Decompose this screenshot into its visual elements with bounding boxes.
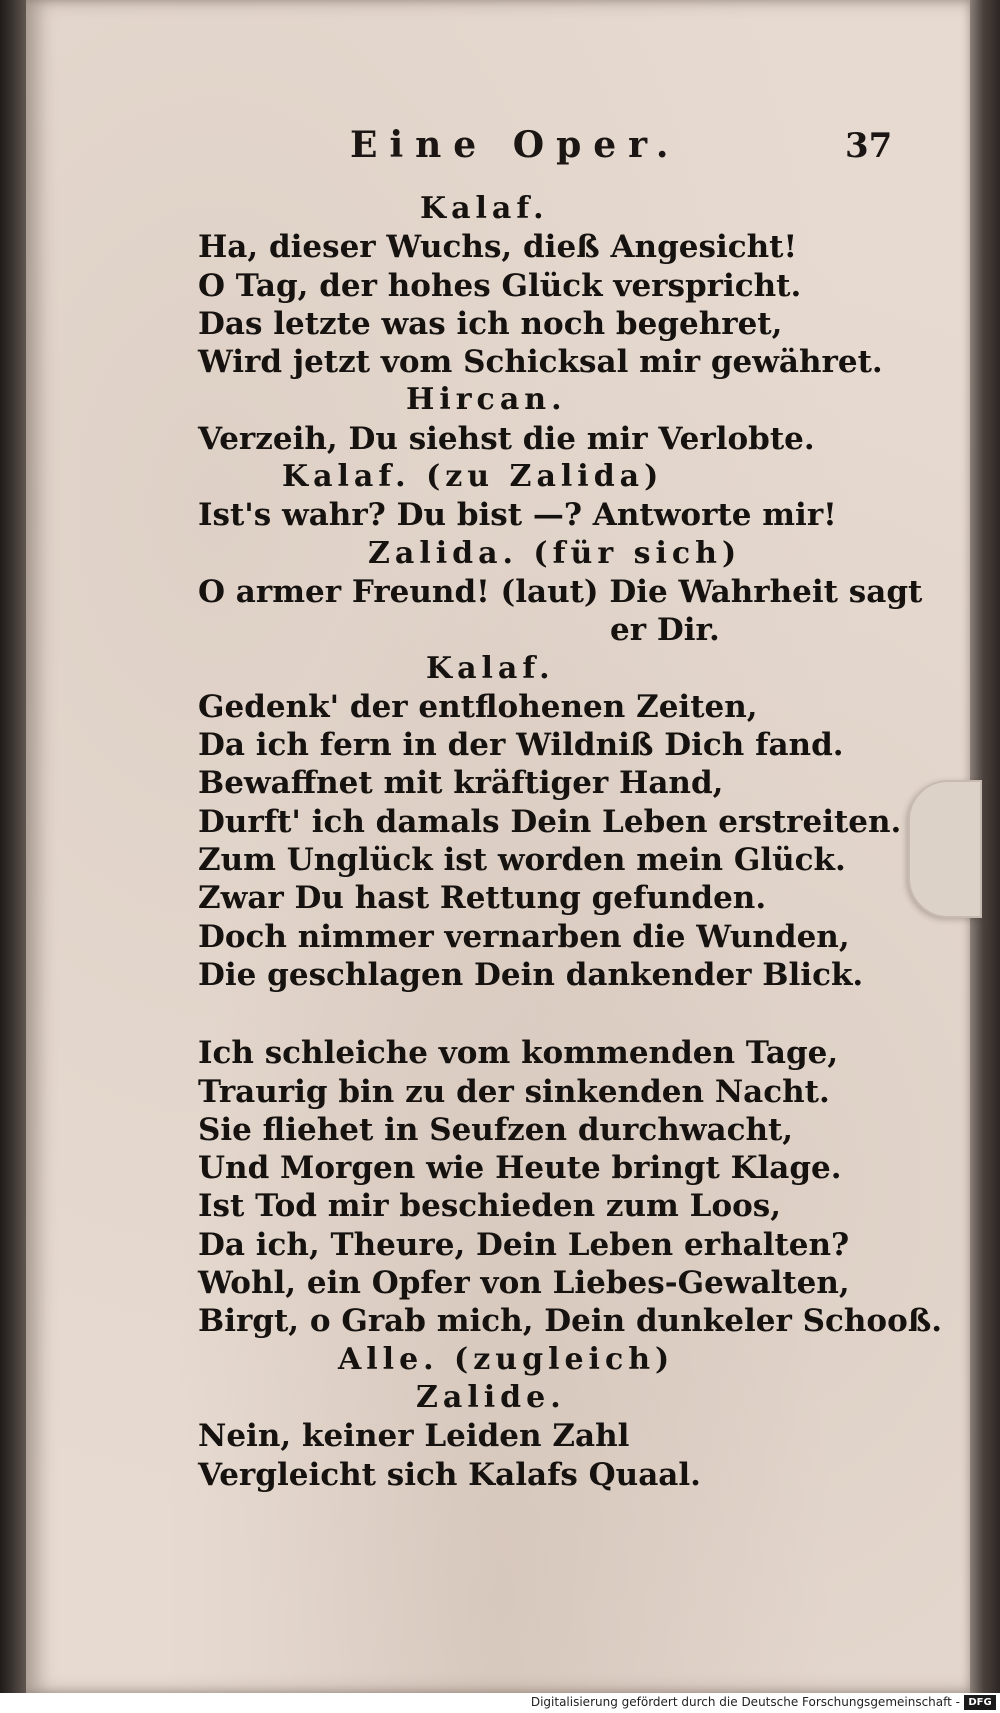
verse-line: Und Morgen wie Heute bringt Klage. — [198, 1150, 842, 1187]
verse-line: Zwar Du hast Rettung gefunden. — [198, 880, 767, 917]
page-header — [0, 124, 972, 174]
verse-line: er Dir. — [610, 612, 720, 649]
funding-credit: Digitalisierung gefördert durch die Deutsche Forschungsgemeinschaft - — [530, 1695, 960, 1709]
verse-line: Die geschlagen Dein dankender Blick. — [198, 956, 864, 993]
verse-line: Wohl, ein Opfer von Liebes-Gewalten, — [198, 1265, 850, 1302]
dfg-logo: DFG — [964, 1695, 996, 1710]
verse-line: O Tag, der hohes Glück verspricht. — [198, 267, 802, 304]
speaker-label: Hircan. — [406, 382, 567, 418]
stanza-gap — [198, 994, 898, 1034]
verse-line: Da ich, Theure, Dein Leben erhalten? — [198, 1226, 850, 1263]
speaker-label: Kalaf. — [426, 650, 555, 686]
verse-line: Nein, keiner Leiden Zahl — [198, 1418, 630, 1455]
verse-line: Gedenk' der entflohenen Zeiten, — [198, 688, 758, 725]
speaker-label: Zalida. (für sich) — [368, 535, 742, 571]
verse-line: Das letzte was ich noch begehret, — [198, 305, 783, 342]
page-tab-marker — [908, 780, 982, 918]
speaker-label: Zalide. — [416, 1379, 566, 1415]
verse-text — [198, 190, 943, 1494]
speaker-label: Kalaf. (zu Zalida) — [282, 459, 664, 495]
page-number: 37 — [845, 126, 893, 166]
verse-line: Verzeih, Du siehst die mir Verlobte. — [198, 420, 815, 457]
verse-line: Ist Tod mir beschieden zum Loos, — [198, 1188, 782, 1225]
verse-line: Vergleicht sich Kalafs Quaal. — [198, 1456, 701, 1493]
speaker-label: Kalaf. — [420, 191, 549, 226]
verse-line: Ich schleiche vom kommenden Tage, — [198, 1035, 839, 1072]
verse-line: Bewaffnet mit kräftiger Hand, — [198, 765, 724, 802]
running-title: Eine Oper. — [350, 124, 681, 166]
verse-line: Sie fliehet in Seufzen durchwacht, — [198, 1111, 794, 1148]
verse-line: Doch nimmer vernarben die Wunden, — [198, 918, 850, 955]
footer-bar — [0, 1693, 1000, 1713]
verse-line: Traurig bin zu der sinkenden Nacht. — [198, 1073, 830, 1110]
verse-line: O armer Freund! (laut) Die Wahrheit sagt — [198, 573, 923, 610]
verse-line: Ha, dieser Wuchs, dieß Angesicht! — [198, 229, 798, 266]
speaker-label: Alle. (zugleich) — [338, 1341, 675, 1377]
verse-line: Wird jetzt vom Schicksal mir gewähret. — [198, 344, 883, 381]
verse-line: Birgt, o Grab mich, Dein dunkeler Schooß. — [198, 1303, 943, 1340]
verse-line: Durft' ich damals Dein Leben erstreiten. — [198, 803, 902, 840]
verse-line: Zum Unglück ist worden mein Glück. — [198, 842, 846, 879]
verse-line: Da ich fern in der Wildniß Dich fand. — [198, 727, 844, 764]
verse-line: Ist's wahr? Du bist —? Antworte mir! — [198, 497, 837, 534]
